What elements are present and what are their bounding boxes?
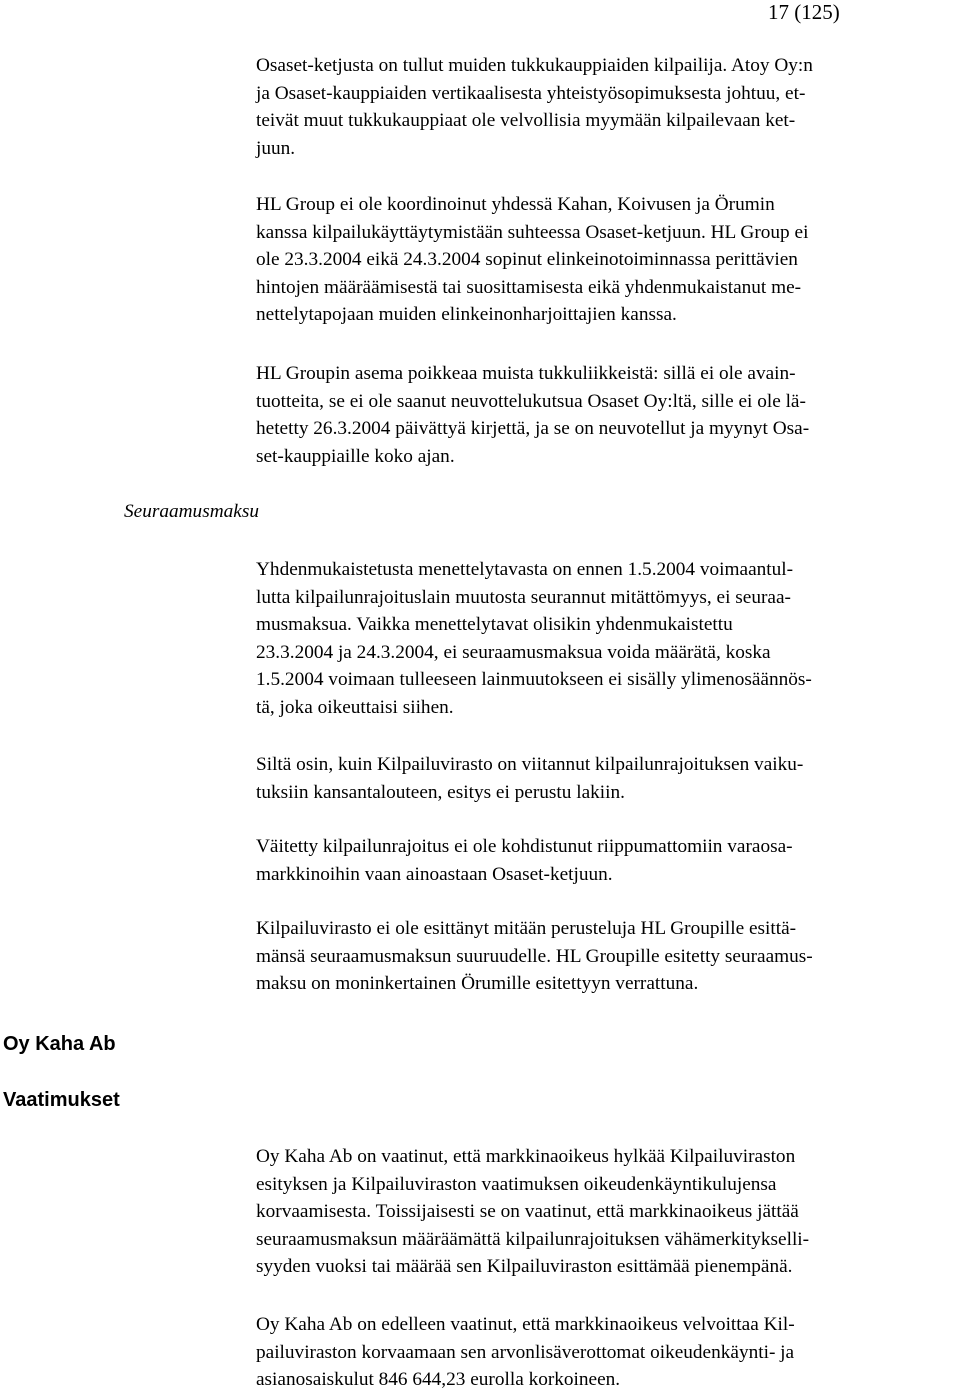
paragraph-hl-group-position: [256, 360, 956, 470]
paragraph-fine-amount: [256, 915, 956, 998]
text-line: 23.3.2004 ja 24.3.2004, ei seuraamusmaksua voida määrätä, koska: [256, 641, 771, 663]
text-line: Oy Kaha Ab on edelleen vaatinut, että markkinaoikeus velvoittaa Kil-: [256, 1314, 795, 1335]
text-line: syyden vuoksi tai määrää sen Kilpailuviraston esittämää pienempänä.: [256, 1256, 793, 1277]
text-line: maksu on moninkertainen Örumille esitettyyn verrattuna.: [256, 973, 699, 994]
text-line: HL Groupin asema poikkeaa muista tukkuliikkeistä: sillä ei ole avain-: [256, 363, 796, 384]
paragraph-economy-effects: [256, 751, 956, 806]
side-heading-seuraamusmaksu: Seuraamusmaksu: [124, 501, 259, 522]
text-line: korvaamisesta. Toissijaisesti se on vaatinut, että markkinaoikeus jättää: [256, 1201, 799, 1222]
text-line: asianosaiskulut 846 644,23 eurolla korkoineen.: [256, 1369, 621, 1390]
text-line: ja Osaset-kauppiaiden vertikaalisesta yhteistyösopimuksesta johtuu, et-: [256, 82, 806, 104]
text-line: tuksiin kansantalouteen, esitys ei perustu lakiin.: [256, 781, 625, 803]
text-line: Kilpailuvirasto ei ole esittänyt mitään perusteluja HL Groupille esittä-: [256, 918, 797, 939]
text-line: pailuviraston korvaamaan sen arvonlisäverottomat oikeudenkäynti- ja: [256, 1341, 795, 1363]
side-heading-vaatimukset: Vaatimukset: [3, 1089, 120, 1111]
text-line: hintojen määräämisestä tai suosittamisesta eikä yhdenmukaistanut me-: [256, 276, 802, 298]
paragraph-kaha-demands: [256, 1143, 956, 1281]
text-line: set-kauppiaille koko ajan.: [256, 445, 455, 467]
text-line: hetetty 26.3.2004 päivättyä kirjettä, ja se on neuvotellut ja myynyt Osa-: [256, 418, 810, 439]
text-line: 1.5.2004 voimaan tulleeseen lainmuutokseen ei sisälly ylimenosäännös-: [256, 669, 812, 690]
paragraph-spare-parts-market: [256, 833, 956, 888]
paragraph-osaset-competitor: [256, 52, 956, 162]
text-line: HL Group ei ole koordinoinut yhdessä Kahan, Koivusen ja Örumin: [256, 194, 775, 215]
paragraph-hl-group-not-coordinated: [256, 191, 956, 329]
side-heading-company: Oy Kaha Ab: [3, 1033, 116, 1055]
text-line: teivät muut tukkukauppiaat ole velvollisia myymään kilpailevaan ket-: [256, 110, 796, 131]
text-line: seuraamusmaksun määräämättä kilpailunrajoituksen vähämerkitykselli-: [256, 1228, 810, 1250]
text-line: mänsä seuraamusmaksun suuruudelle. HL Groupille esitetty seuraamus-: [256, 945, 813, 967]
text-line: Osaset-ketjusta on tullut muiden tukkukauppiaiden kilpailija. Atoy Oy:n: [256, 55, 813, 76]
text-line: kanssa kilpailukäyttäytymistään suhteessa Osaset-ketjuun. HL Group ei: [256, 221, 809, 243]
text-line: esityksen ja Kilpailuviraston vaatimuksen oikeudenkäyntikulujensa: [256, 1173, 777, 1195]
text-line: ole 23.3.2004 eikä 24.3.2004 sopinut elinkeinotoiminnassa perittävien: [256, 249, 798, 270]
text-line: lutta kilpailunrajoituslain muutosta seurannut mitättömyys, ei seuraa-: [256, 586, 791, 608]
text-line: tuotteita, se ei ole saanut neuvottelukutsua Osaset Oy:ltä, sille ei ole lä-: [256, 390, 806, 412]
paragraph-kaha-costs: [256, 1311, 956, 1394]
text-line: nettelytapojaan muiden elinkeinonharjoittajien kanssa.: [256, 304, 677, 325]
text-line: Siltä osin, kuin Kilpailuvirasto on viitannut kilpailunrajoituksen vaiku-: [256, 754, 804, 775]
page-number: 17 (125): [768, 0, 840, 24]
text-line: Yhdenmukaistetusta menettelytavasta on ennen 1.5.2004 voimaantul-: [256, 559, 794, 580]
text-line: juun.: [256, 137, 296, 159]
text-line: tä, joka oikeuttaisi siihen.: [256, 696, 454, 718]
text-line: Väitetty kilpailunrajoitus ei ole kohdistunut riippumattomiin varaosa-: [256, 836, 793, 857]
text-line: markkinoihin vaan ainoastaan Osaset-ketjuun.: [256, 863, 613, 885]
paragraph-nullity-no-fine: [256, 556, 956, 721]
text-line: musmaksua. Vaikka menettelytavat olisikin yhdenmukaistettu: [256, 614, 733, 635]
text-line: Oy Kaha Ab on vaatinut, että markkinaoikeus hylkää Kilpailuviraston: [256, 1146, 796, 1167]
